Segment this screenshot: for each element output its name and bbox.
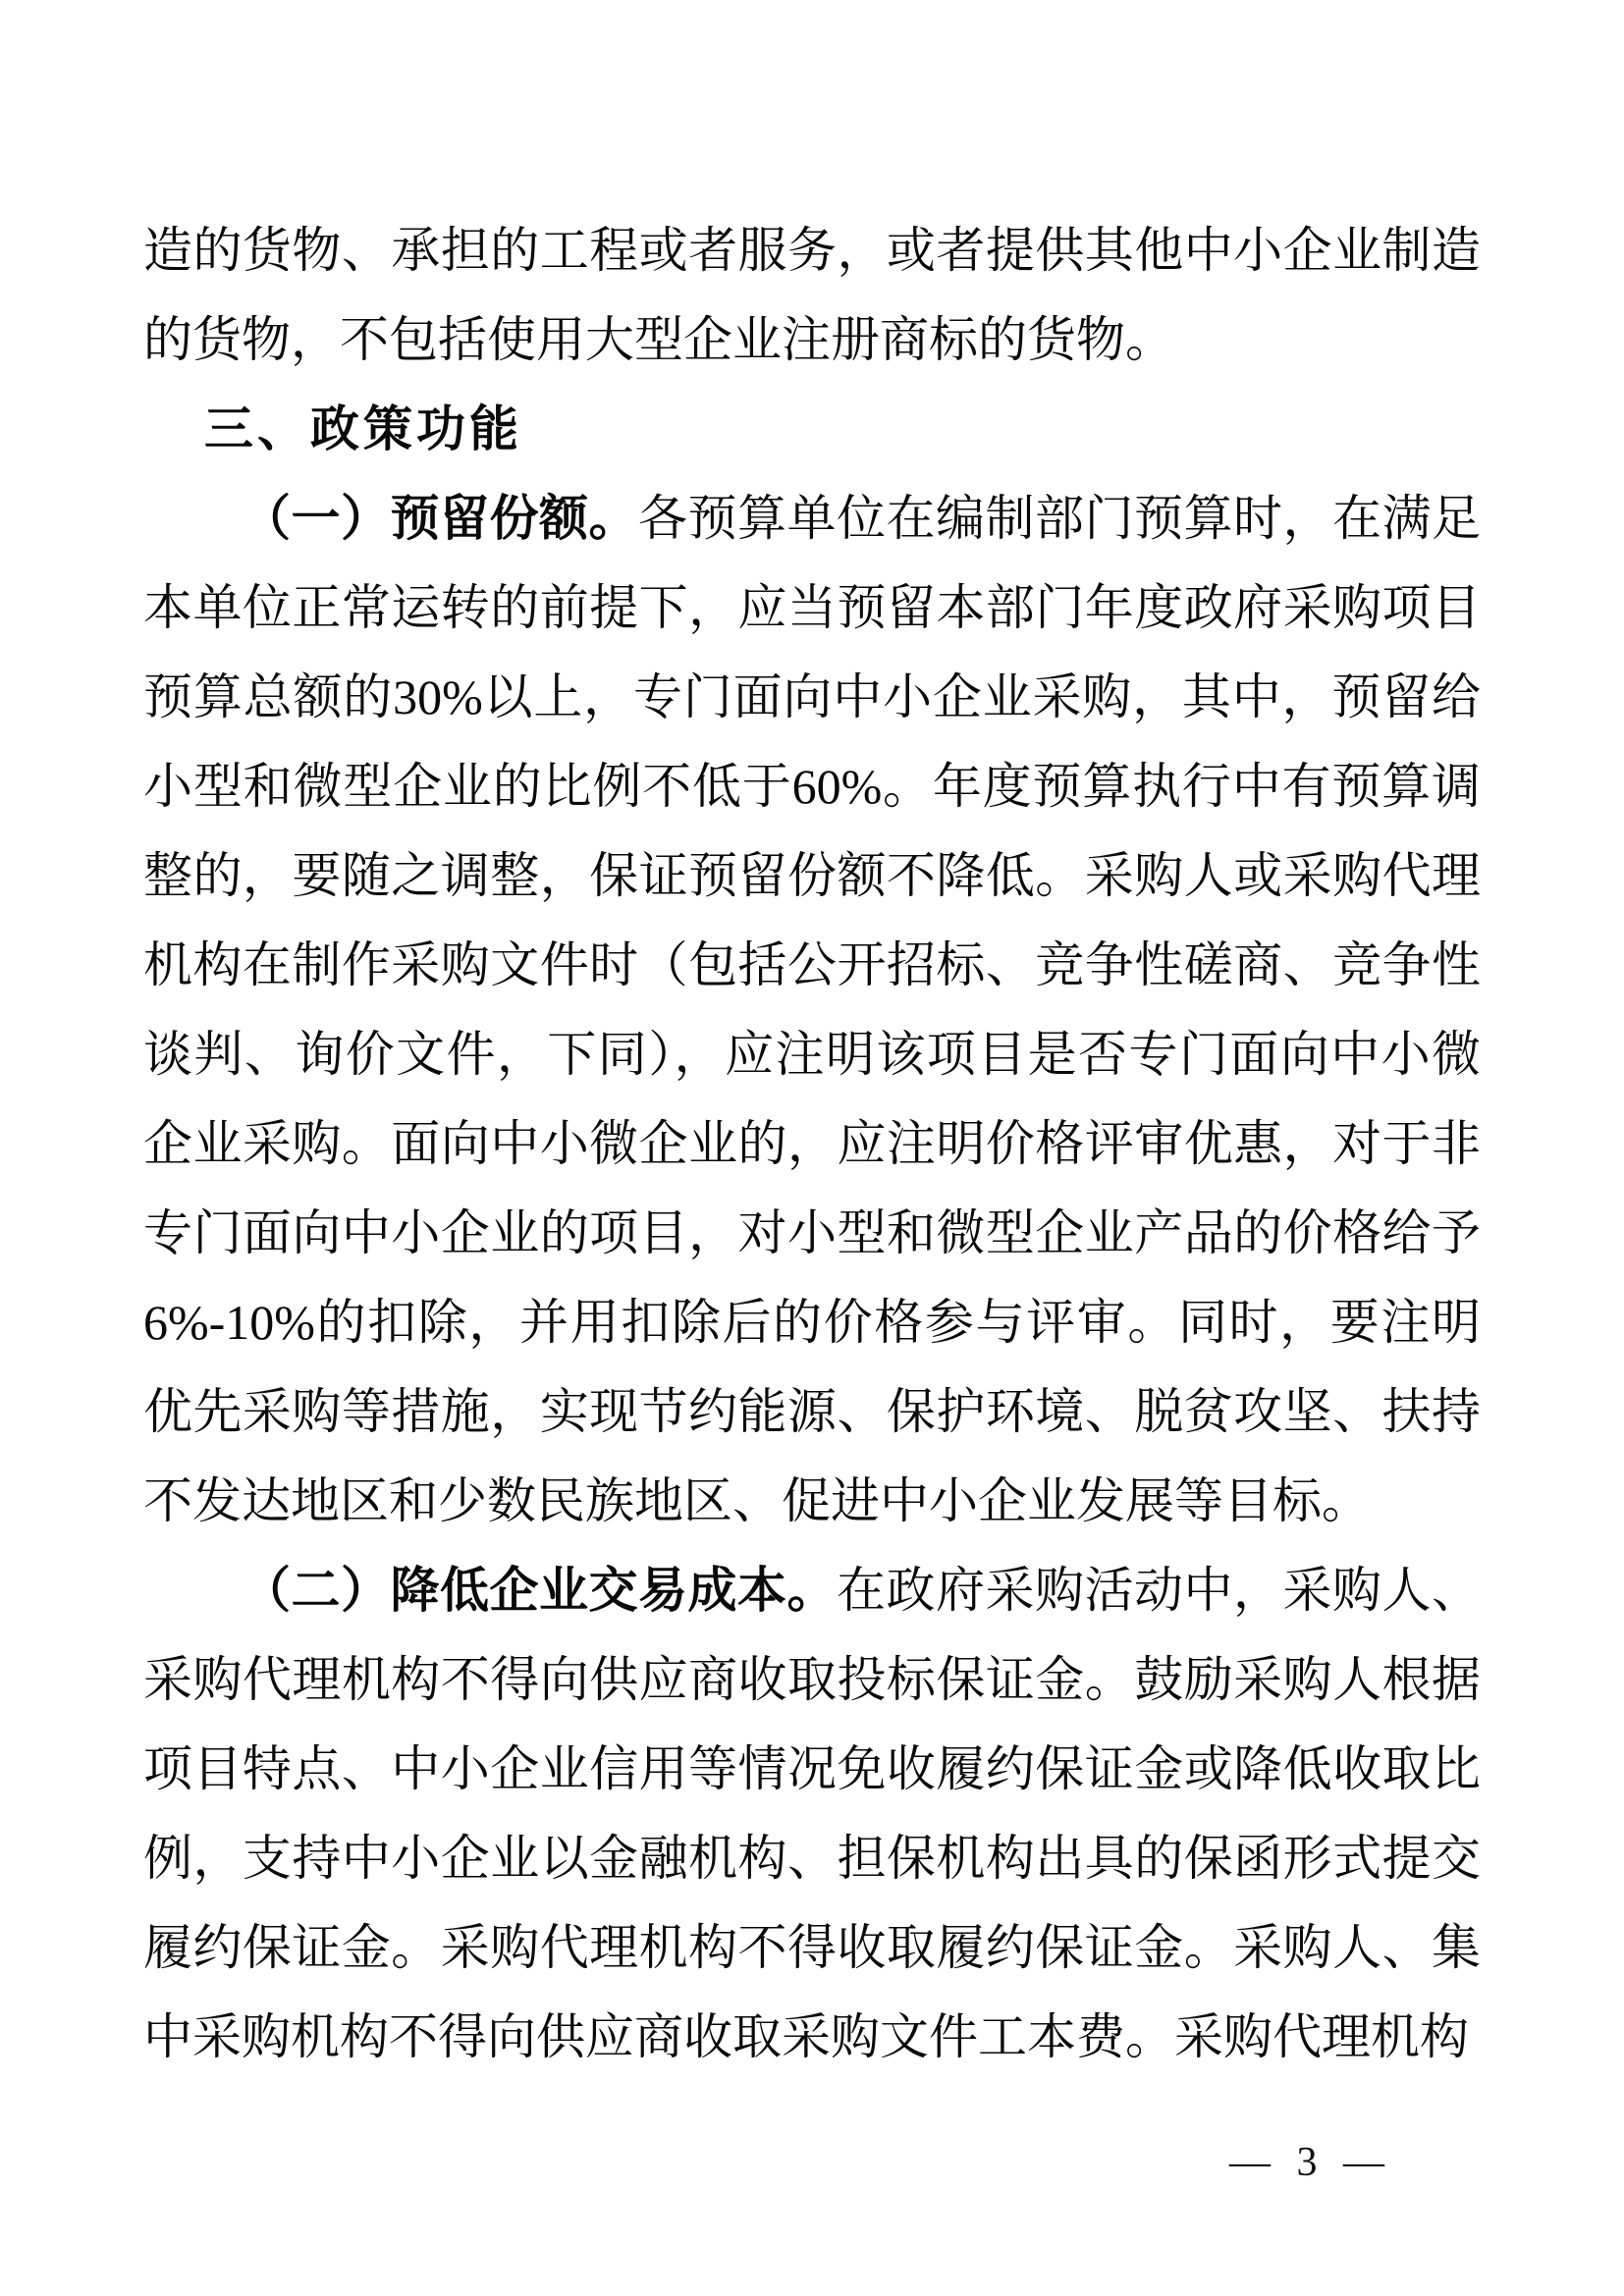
paragraph-continuation: 造的货物、承担的工程或者服务，或者提供其他中小企业制造的货物，不包括使用大型企业注册商标的货物。 (143, 223, 1481, 367)
paragraph-reduce-transaction-cost-lead: （二）降低企业交易成本。 (242, 1563, 837, 1618)
paragraph-reduce-transaction-cost (143, 1546, 1481, 2082)
page-number: — 3 — (1229, 2140, 1392, 2185)
section-heading-policy-functions: 三、政策功能 (204, 401, 522, 456)
paragraph-reserved-share (143, 474, 1481, 1546)
document-body (143, 206, 1481, 2082)
paragraph-reduce-transaction-cost-text: 在政府采购活动中，采购人、采购代理机构不得向供应商收取投标保证金。鼓励采购人根据项目特点、中小企业信用等情况免收履约保证金或降低收取比例，支持中小企业以金融机构、担保机构出具的保函形式提交履约保证金。采购代理机构不得收取履约保证金。采购人、集中采购机构不得向供应商收取采购文件工本费。采购代理机构 (143, 1563, 1481, 2064)
paragraph-reserved-share-text: 各预算单位在编制部门预算时，在满足本单位正常运转的前提下，应当预留本部门年度政府采购项目预算总额的30%以上，专门面向中小企业采购，其中，预留给小型和微型企业的比例不低于60%。年度预算执行中有预算调整的，要随之调整，保证预留份额不降低。采购人或采购代理机构在制作采购文件时（包括公开招标、竞争性磋商、竞争性谈判、询价文件，下同），应注明该项目是否专门面向中小微企业采购。面向中小微企业的，应注明价格评审优惠，对于非专门面向中小企业的项目，对小型和微型企业产品的价格给予6%-10%的扣除，并用扣除后的价格参与评审。同时，要注明优先采购等措施，实现节约能源、保护环境、脱贫攻坚、扶持不发达地区和少数民族地区、促进中小企业发展等目标。 (143, 491, 1481, 1528)
paragraph-reserved-share-lead: （一）预留份额。 (242, 491, 638, 546)
